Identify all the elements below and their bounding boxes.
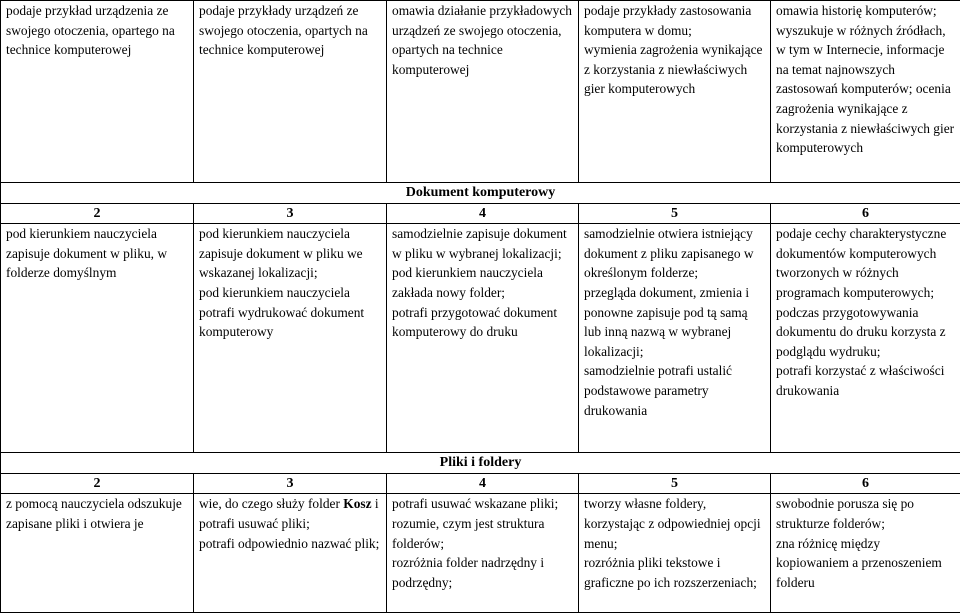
- table-cell: samodzielnie zapisuje dokument w pliku w wybranej lokalizacji; pod kierunkiem nauczyciela zakłada nowy folder; potrafi przygotować dokument komputerowy do druku: [387, 224, 579, 453]
- grade-header-row: [1, 203, 960, 224]
- grade-label: 5: [579, 203, 771, 224]
- cell-text: wie, do czego służy folder: [199, 496, 343, 511]
- table-cell: pod kierunkiem nauczyciela zapisuje dokument w pliku we wskazanej lokalizacji; pod kierunkiem nauczyciela potrafi wydrukować dokument komputerowy: [194, 224, 387, 453]
- grade-label: 3: [194, 473, 387, 494]
- table-cell: tworzy własne foldery, korzystając z odpowiedniej opcji menu; rozróżnia pliki tekstowe i graficzne po ich rozszerzeniach;: [579, 494, 771, 613]
- table-cell: z pomocą nauczyciela odszukuje zapisane pliki i otwiera je: [1, 494, 194, 613]
- grade-label: 3: [194, 203, 387, 224]
- section-header-row: [1, 453, 960, 474]
- section-title: Dokument komputerowy: [1, 183, 960, 204]
- grade-label: 6: [771, 203, 960, 224]
- section-title: Pliki i foldery: [1, 453, 960, 474]
- table-cell: omawia historię komputerów; wyszukuje w różnych źródłach, w tym w Internecie, informacje na temat najnowszych zastosowań komputerów; ocenia zagrożenia wynikające z korzystania z niewłaściwych gier komputerowych: [771, 1, 960, 183]
- grade-label: 5: [579, 473, 771, 494]
- grade-label: 4: [387, 473, 579, 494]
- kosz-term: Kosz: [343, 496, 371, 511]
- grade-label: 2: [1, 203, 194, 224]
- table-cell: podaje cechy charakterystyczne dokumentów komputerowych tworzonych w różnych programach komputerowych; podczas przygotowywania dokumentu do druku korzysta z podglądu wydruku; potrafi korzystać z właściwości drukowania: [771, 224, 960, 453]
- table-cell: pod kierunkiem nauczyciela zapisuje dokument w pliku, w folderze domyślnym: [1, 224, 194, 453]
- table-row: [1, 1, 960, 183]
- section-header-row: [1, 183, 960, 204]
- grade-label: 4: [387, 203, 579, 224]
- table-cell: podaje przykłady urządzeń ze swojego otoczenia, opartych na technice komputerowej: [194, 1, 387, 183]
- table-cell: omawia działanie przykładowych urządzeń ze swojego otoczenia, opartych na technice komputerowej: [387, 1, 579, 183]
- table-cell: samodzielnie otwiera istniejący dokument z pliku zapisanego w określonym folderze; przegląda dokument, zmienia i ponowne zapisuje pod tą samą lub inną nazwą w wybranej lokalizacji; samodzielnie potrafi ustalić podstawowe parametry drukowania: [579, 224, 771, 453]
- grade-label: 2: [1, 473, 194, 494]
- table-cell: podaje przykład urządzenia ze swojego otoczenia, opartego na technice komputerowej: [1, 1, 194, 183]
- table-row: [1, 224, 960, 453]
- table-cell: potrafi usuwać wskazane pliki; rozumie, czym jest struktura folderów; rozróżnia folder nadrzędny i podrzędny;: [387, 494, 579, 613]
- table-cell: swobodnie porusza się po strukturze folderów; zna różnicę między kopiowaniem a przenoszeniem folderu: [771, 494, 960, 613]
- cell-text: i potrafi usuwać pliki; potrafi odpowiednio nazwać plik;: [199, 496, 379, 550]
- grade-label: 6: [771, 473, 960, 494]
- table-row: [1, 494, 960, 613]
- table-cell: [194, 494, 387, 613]
- table-cell: podaje przykłady zastosowania komputera w domu; wymienia zagrożenia wynikające z korzystania z niewłaściwych gier komputerowych: [579, 1, 771, 183]
- grade-header-row: [1, 473, 960, 494]
